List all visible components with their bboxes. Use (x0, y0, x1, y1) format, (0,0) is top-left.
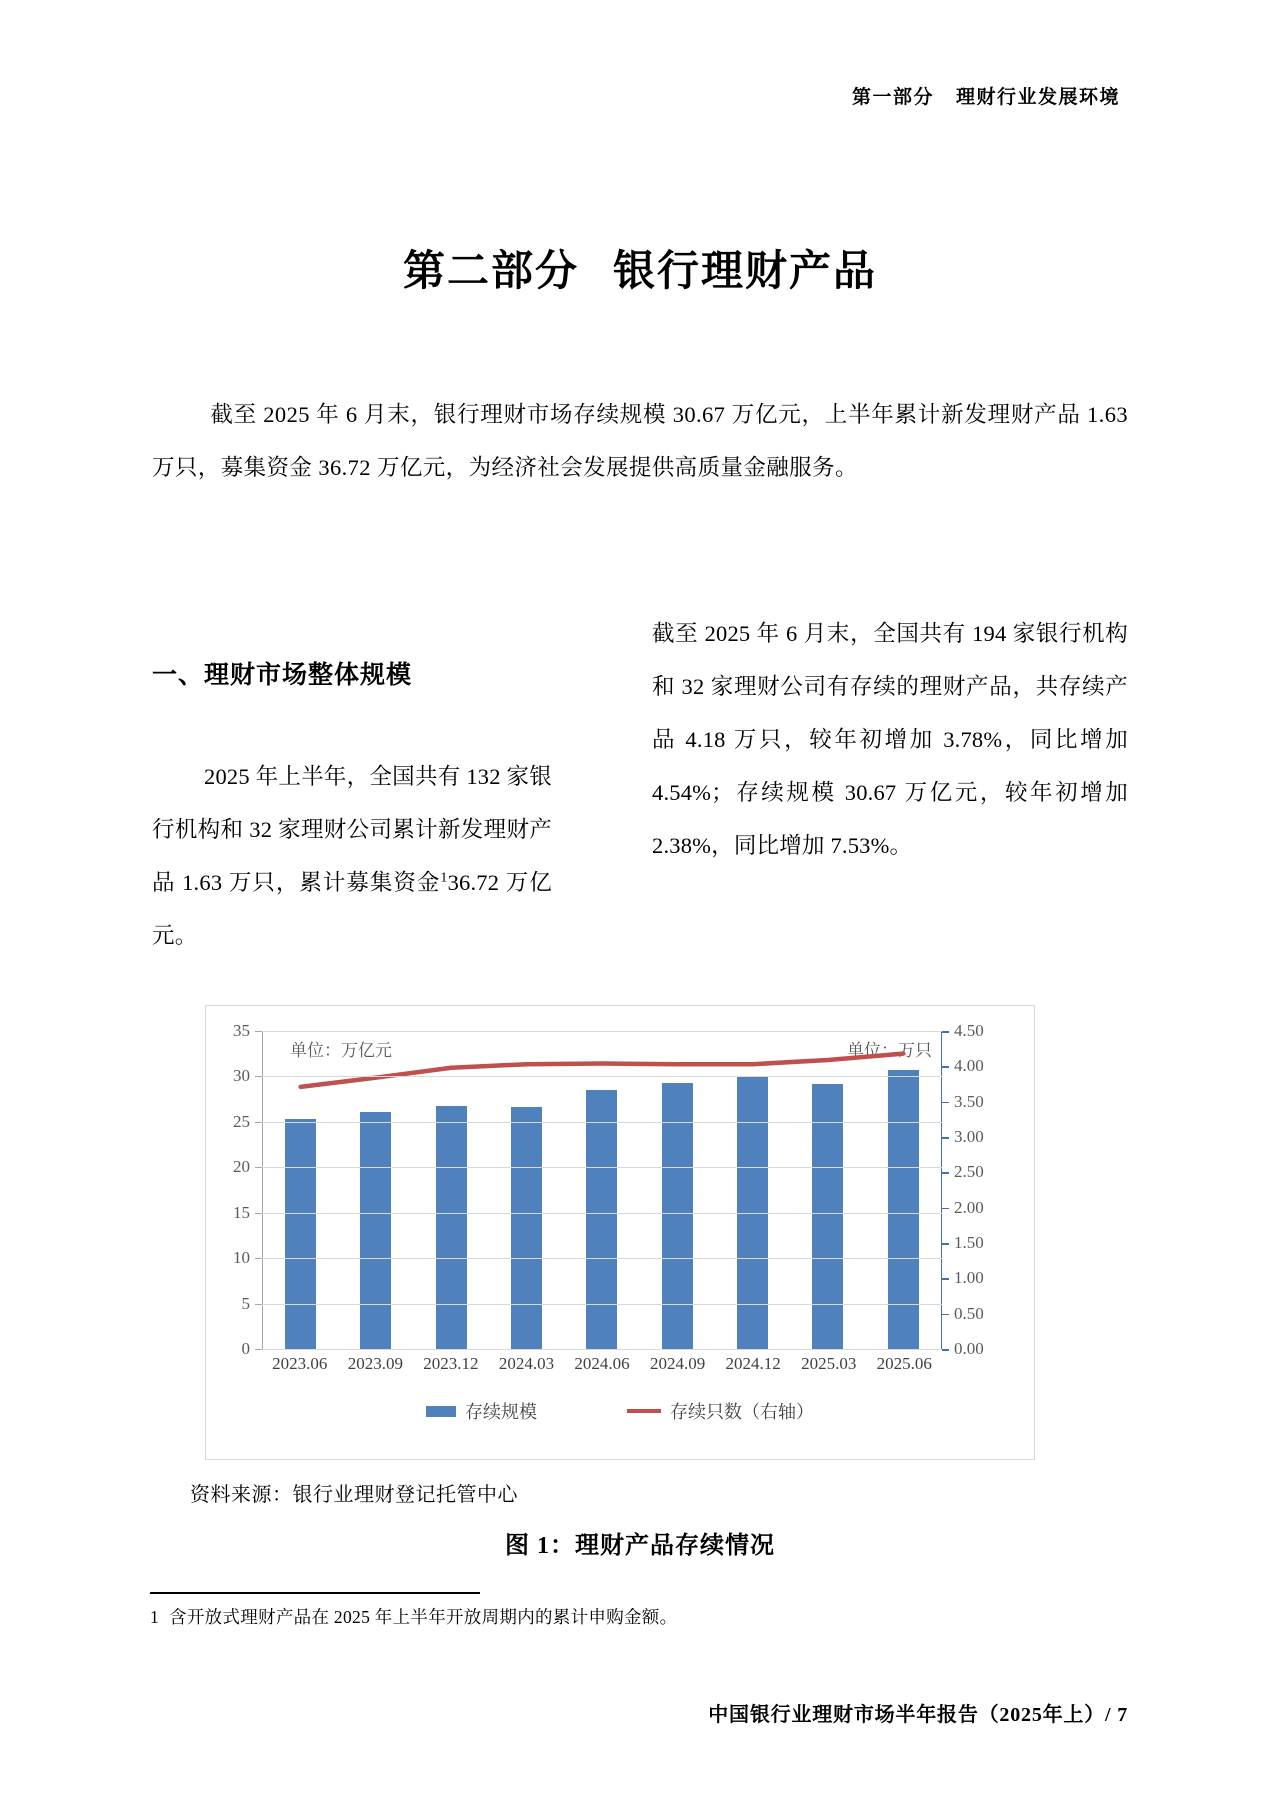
right-axis-tick (942, 1031, 949, 1033)
running-header-part-label: 第一部分 (851, 87, 934, 108)
page-title-part-name: 银行理财产品 (613, 249, 878, 295)
figure-chart (205, 1005, 1035, 1460)
footnote-divider (150, 1592, 480, 1594)
left-axis-tick-label: 20 (233, 1157, 250, 1177)
chart-x-label: 2024.06 (574, 1354, 630, 1373)
left-axis-tick (255, 1122, 262, 1123)
chart-x-label: 2023.06 (272, 1354, 328, 1373)
figure-source: 资料来源：银行业理财登记托管中心 (190, 1484, 518, 1506)
chart-x-axis-labels (262, 1354, 942, 1374)
chart-gridline (262, 1349, 942, 1350)
left-axis-tick (255, 1167, 262, 1168)
right-axis-tick-label: 1.50 (954, 1233, 984, 1252)
right-axis-tick (942, 1314, 949, 1316)
chart-gridline (262, 1031, 942, 1032)
right-axis-tick-label: 0.00 (954, 1339, 984, 1358)
right-axis-tick (942, 1137, 949, 1139)
left-axis-tick-label: 10 (233, 1248, 250, 1268)
left-axis-tick (255, 1349, 262, 1350)
section-heading: 一、理财市场整体规模 (152, 662, 413, 689)
chart-x-label: 2024.03 (498, 1354, 555, 1373)
legend-item-line (627, 1398, 814, 1424)
legend-label-line: 存续只数（右轴） (670, 1402, 814, 1422)
left-axis-tick (255, 1031, 262, 1032)
left-unit-label: 单位：万亿元 (290, 1041, 392, 1060)
right-axis-tick-label: 2.50 (954, 1162, 984, 1182)
footnote-reference: 1 (440, 870, 448, 886)
right-axis-tick-label: 0.50 (954, 1303, 984, 1323)
left-axis-tick (255, 1304, 262, 1305)
chart-plot-area (233, 1021, 984, 1358)
footnote-number: 1 (150, 1607, 160, 1627)
legend-item-bars (426, 1398, 537, 1424)
left-column (152, 750, 552, 962)
figure-caption: 图 1：理财产品存续情况 (505, 1533, 775, 1559)
right-column-paragraph: 截至 2025 年 6 月末，全国共有 194 家银行机构和 32 家理财公司有存续的理财产品，共存续产品 4.18 万只，较年初增加 3.78%，同比增加 4.54%；存续规模 30.67 万亿元，较年初增加 2.38%，同比增加 7.53%。 (652, 621, 1128, 858)
page-title-part-label: 第二部分 (402, 249, 579, 295)
right-axis-tick (942, 1066, 949, 1068)
right-axis-tick (942, 1172, 949, 1174)
right-column (652, 607, 1128, 872)
left-axis-tick-label: 15 (233, 1202, 250, 1222)
chart-legend (206, 1398, 1034, 1424)
right-axis-tick (942, 1278, 949, 1280)
left-axis-tick-label: 35 (233, 1021, 250, 1040)
right-axis-tick (942, 1208, 949, 1210)
left-column-paragraph (152, 750, 552, 962)
legend-label-bars: 存续规模 (465, 1402, 537, 1422)
chart-line-series (263, 1031, 941, 1349)
chart-gridline (262, 1258, 942, 1259)
right-unit-label: 单位：万只 (847, 1041, 932, 1060)
right-axis-tick (942, 1243, 949, 1245)
chart-x-label: 2024.09 (649, 1354, 706, 1373)
legend-bar-swatch-icon (426, 1406, 456, 1417)
right-axis-tick (942, 1102, 949, 1104)
page-footer: 中国银行业理财市场半年报告（2025年上）/ 7 (708, 1704, 1128, 1726)
left-axis-tick-label: 0 (241, 1339, 250, 1358)
chart-gridline (262, 1213, 942, 1214)
chart-gridline (262, 1076, 942, 1077)
left-paragraph-text-a: 2025 年上半年，全国共有 132 家银行机构和 32 家理财公司累计新发理财产品 1.63 万只，累计募集资金 (152, 764, 552, 895)
chart-line-path (301, 1054, 904, 1087)
left-paragraph-text-b: 36.72 万亿元。 (152, 870, 552, 948)
chart-x-label: 2025.06 (876, 1354, 932, 1373)
footnote-text: 含开放式理财产品在 2025 年上半年开放周期内的累计申购金额。 (169, 1607, 678, 1627)
chart-gridline (262, 1122, 942, 1123)
intro-paragraph (152, 388, 1128, 494)
running-header-part-title: 理财行业发展环境 (955, 87, 1120, 108)
chart-gridline (262, 1167, 942, 1168)
left-axis-tick-label: 5 (241, 1293, 250, 1313)
left-axis-tick (255, 1076, 262, 1077)
chart-x-label: 2025.03 (801, 1354, 857, 1373)
left-axis-tick (255, 1258, 262, 1259)
left-axis-tick-label: 30 (233, 1066, 250, 1086)
right-axis-tick-label: 2.00 (954, 1197, 984, 1217)
page-title (0, 238, 1280, 298)
right-axis-tick-label: 4.50 (954, 1021, 984, 1040)
right-axis-tick-label: 3.00 (954, 1127, 984, 1146)
intro-paragraph-text: 截至 2025 年 6 月末，银行理财市场存续规模 30.67 万亿元，上半年累计新发理财产品 1.63 万只，募集资金 36.72 万亿元，为经济社会发展提供高质量金融服务。 (152, 402, 1128, 480)
right-axis-tick-label: 1.00 (954, 1268, 984, 1288)
chart-x-label: 2024.12 (725, 1354, 781, 1373)
right-axis-tick-label: 3.50 (954, 1091, 984, 1111)
right-axis-tick-label: 4.00 (954, 1056, 984, 1076)
running-header (852, 82, 1120, 109)
chart-gridline (262, 1304, 942, 1305)
left-axis-tick (255, 1213, 262, 1214)
legend-line-swatch-icon (627, 1409, 661, 1413)
footnote (150, 1604, 1050, 1629)
chart-x-label: 2023.12 (423, 1354, 479, 1373)
chart-x-label: 2023.09 (347, 1354, 403, 1373)
left-axis-tick-label: 25 (233, 1111, 250, 1131)
right-axis-tick (942, 1349, 949, 1351)
